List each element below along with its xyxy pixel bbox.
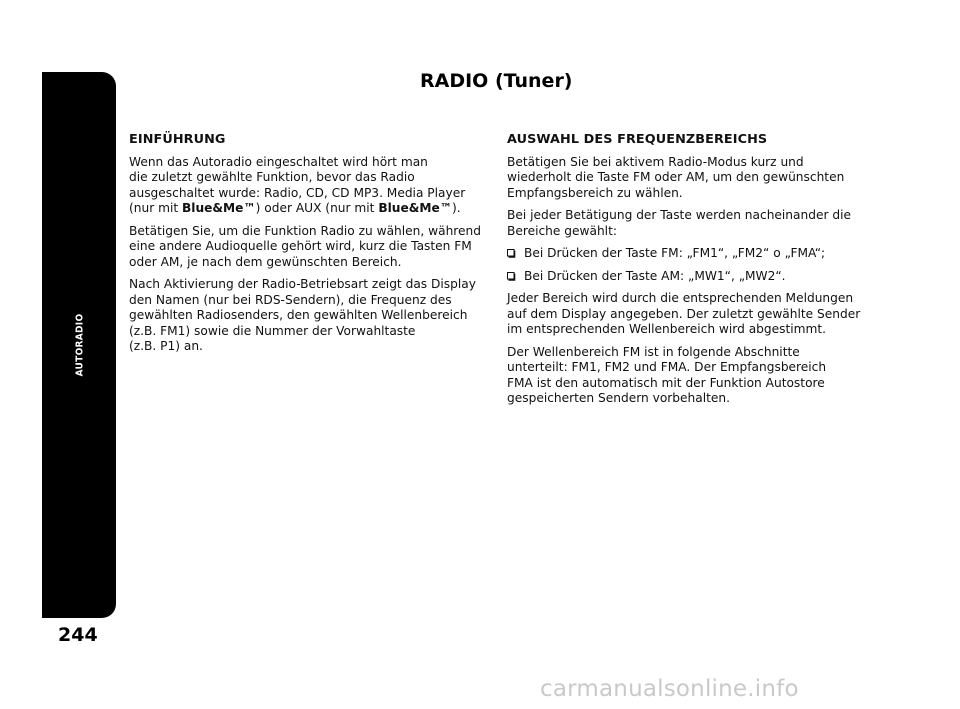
- paragraph-intro-line: ausgeschaltet wurde: Radio, CD, CD MP3. Media Player: [129, 185, 466, 200]
- paragraph-select-radio: Betätigen Sie, um die Funktion Radio zu wählen, während eine andere Audioquelle gehört wird, kurz die Tasten FM oder AM, je nach dem gewünschten Bereich.: [129, 223, 482, 269]
- paragraph-intro-text: (nur mit: [129, 201, 182, 215]
- list-item-am: [507, 269, 867, 285]
- checkbox-square-icon: [507, 249, 516, 258]
- list-item-fm: [507, 246, 867, 262]
- brand-name: Blue&Me™: [182, 201, 256, 215]
- paragraph-intro-line: Wenn das Autoradio eingeschaltet wird hört man: [129, 154, 428, 169]
- left-column: [129, 132, 481, 362]
- list-item-text: Bei Drücken der Taste AM: „MW1“, „MW2“.: [524, 268, 786, 283]
- paragraph-band-select: Betätigen Sie bei aktivem Radio-Modus kurz und wiederholt die Taste FM oder AM, um den gewünschten Empfangsbereich zu wählen.: [507, 154, 845, 200]
- paragraph-display-info: Nach Aktivierung der Radio-Betriebsart zeigt das Display den Namen (nur bei RDS-Sendern), die Frequenz des gewählten Radiosenders, den gewählten Wellenbereich (z.B. FM1) sowie die Nummer der Vorwahltaste (z.B. P1) an.: [129, 277, 476, 353]
- paragraph-band-cycle: Bei jeder Betätigung der Taste werden nacheinander die Bereiche gewählt:: [507, 208, 851, 238]
- brand-name: Blue&Me™: [378, 201, 452, 215]
- right-column: [507, 132, 867, 414]
- paragraph-intro-line: die zuletzt gewählte Funktion, bevor das Radio: [129, 170, 415, 184]
- section-heading-einfuehrung: EINFÜHRUNG: [129, 132, 226, 147]
- checkbox-square-icon: [507, 272, 516, 281]
- paragraph-intro-text: ) oder AUX (nur mit: [255, 201, 379, 215]
- paragraph-intro: [129, 155, 481, 217]
- page-number: 244: [58, 624, 98, 646]
- paragraph-fm-sections: Der Wellenbereich FM ist in folgende Abschnitte unterteilt: FM1, FM2 und FMA. Der Empfangsbereich FMA ist den automatisch mit der Funktion Autostore gespeicherten Sendern vorbehalten.: [507, 344, 827, 405]
- paragraph-intro-text: ).: [451, 201, 461, 215]
- paragraph-band-display: Jeder Bereich wird durch die entsprechenden Meldungen auf dem Display angegeben. Der zuletzt gewählte Sender im entsprechenden Wellenbereich wird abgestimmt.: [507, 291, 861, 336]
- list-item-text: Bei Drücken der Taste FM: „FM1“, „FM2“ o „FMA“;: [524, 246, 826, 260]
- watermark-text: carmanualsonline.info: [540, 676, 799, 702]
- sidebar-section-label: AUTORADIO: [74, 313, 86, 377]
- page-title: RADIO (Tuner): [420, 70, 573, 92]
- section-heading-frequency-band: AUSWAHL DES FREQUENZBEREICHS: [507, 132, 768, 147]
